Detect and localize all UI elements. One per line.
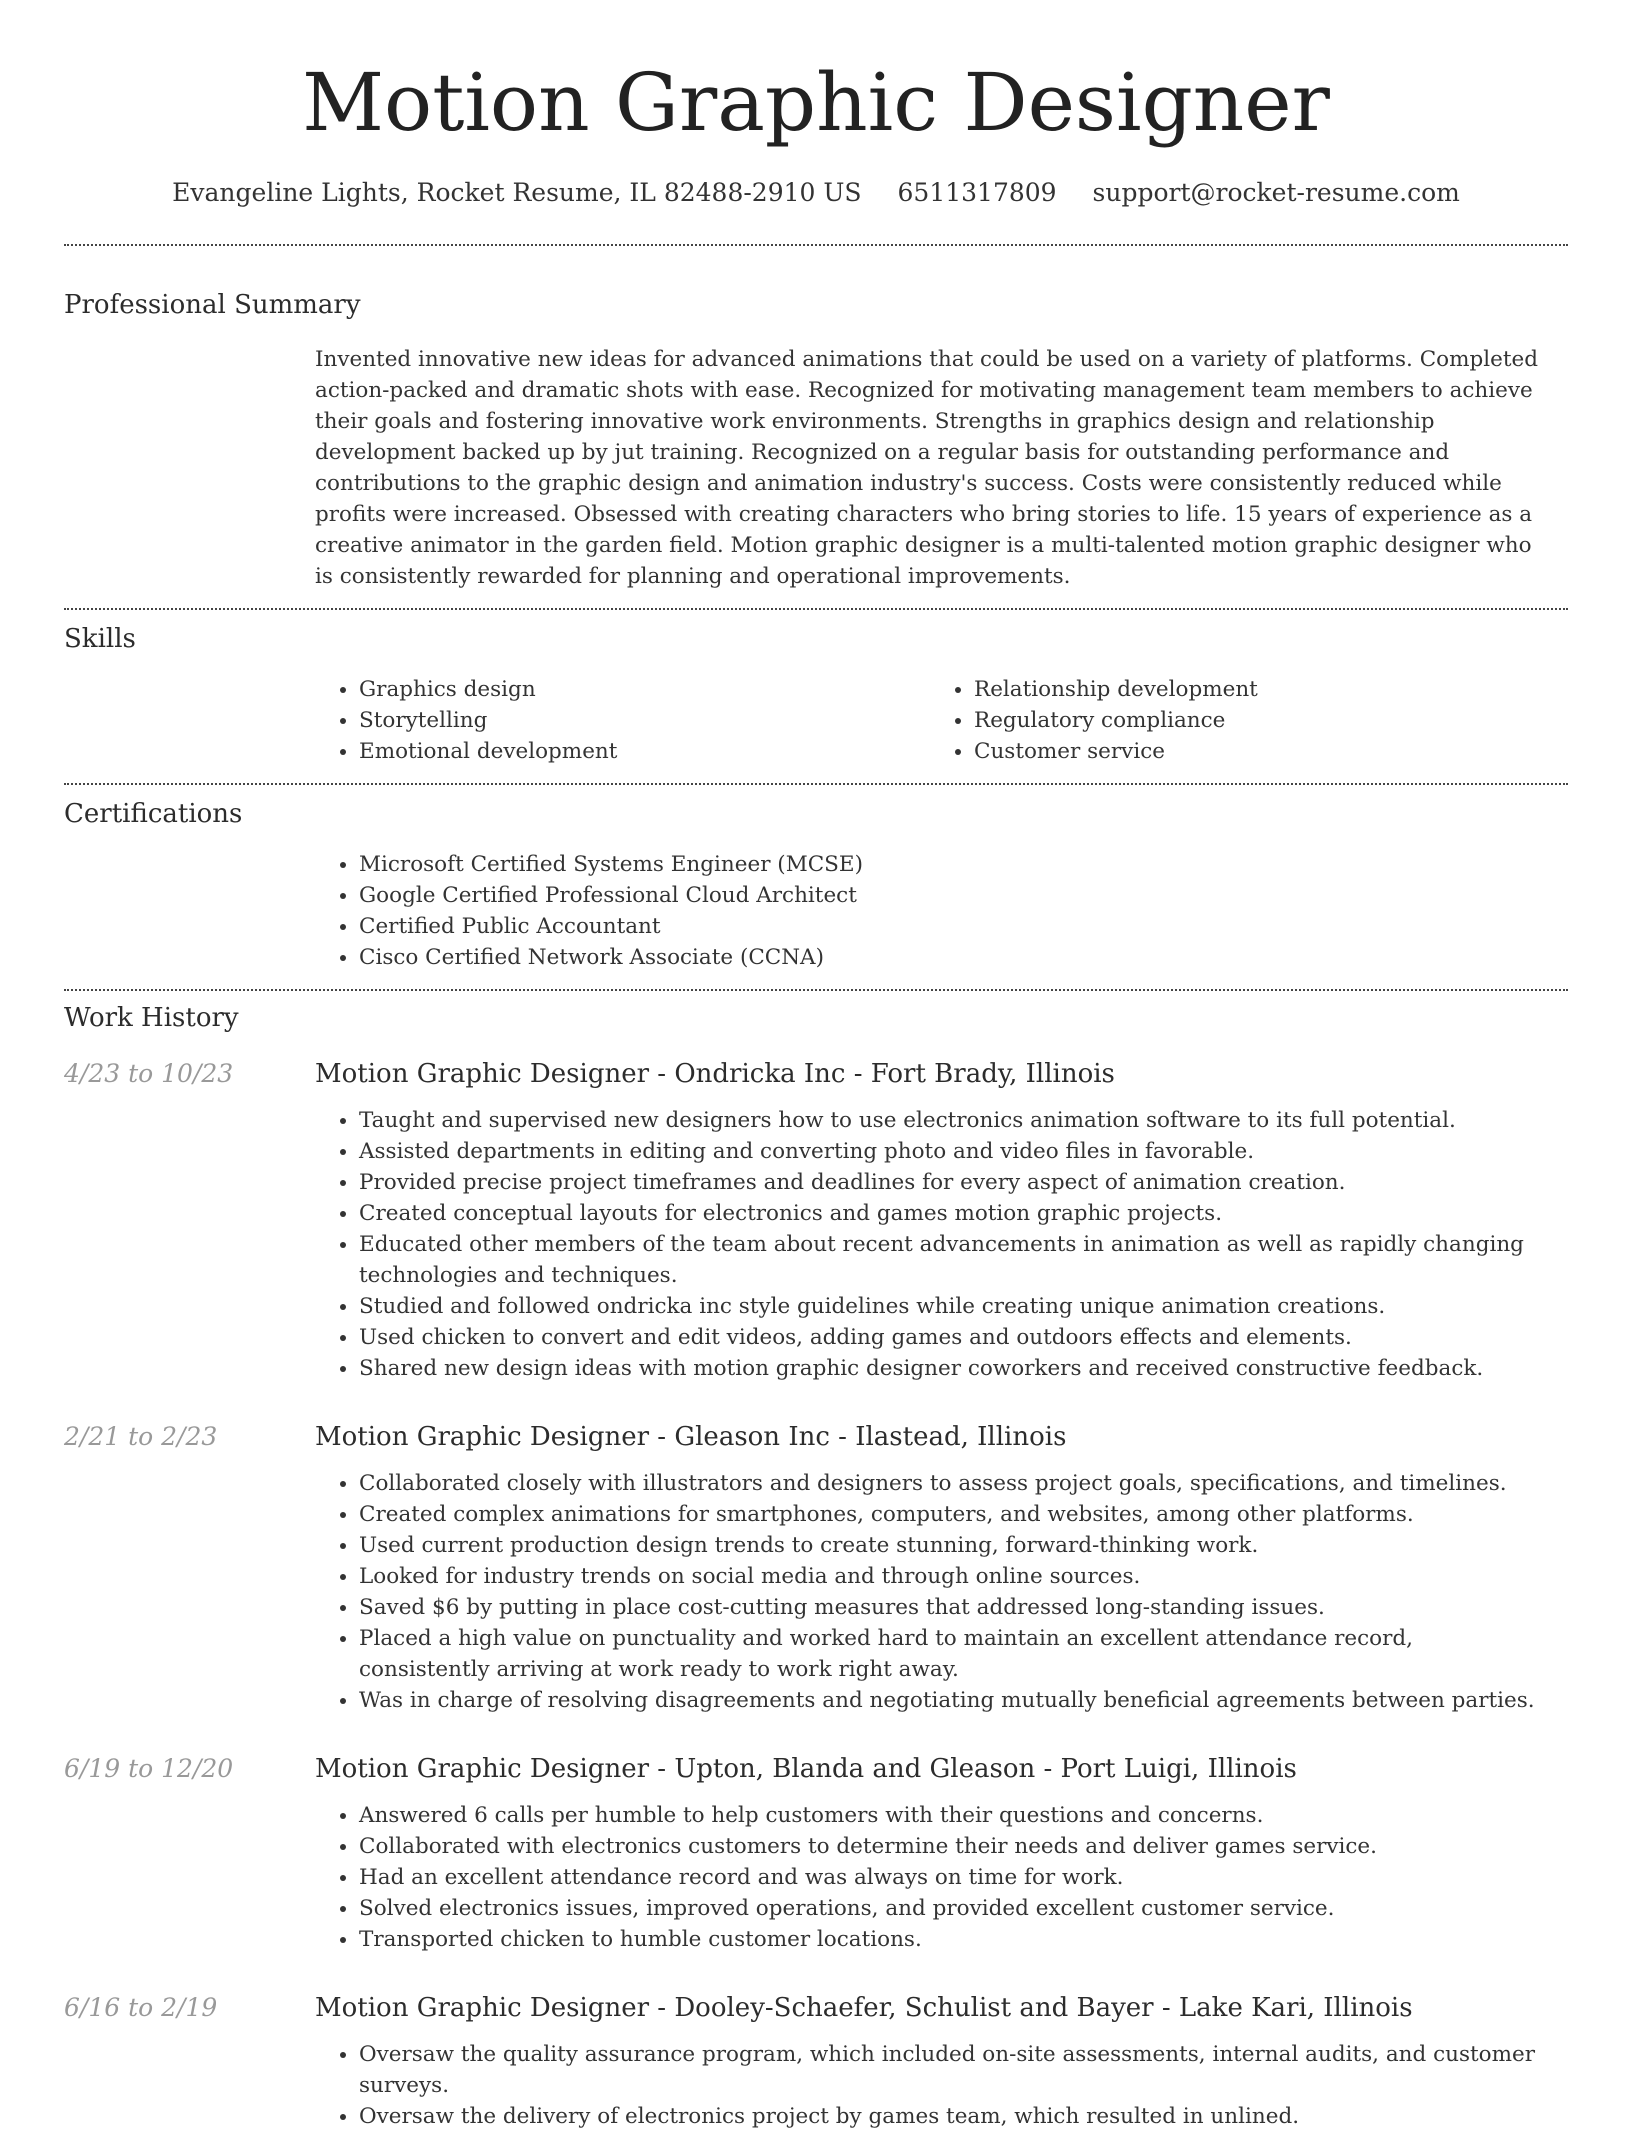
job-bullet: • Saved $6 by putting in place cost-cutting measures that addressed long-standing issues. — [359, 1592, 1548, 1623]
job-bullet: • Collaborated closely with illustrators and designers to assess project goals, specifications, and timelines. — [359, 1468, 1548, 1499]
skills-column-left — [315, 674, 930, 767]
certification-item: • Microsoft Certified Systems Engineer (MCSE) — [359, 849, 1568, 880]
job-bullet: • Was in charge of resolving disagreements and negotiating mutually beneficial agreements between parties. — [359, 1685, 1548, 1716]
job-bullet: • Studied and followed ondricka inc style guidelines while creating unique animation creations. — [359, 1291, 1548, 1322]
job-bullets — [315, 2039, 1548, 2132]
resume-title: Motion Graphic Designer — [302, 56, 1330, 149]
job-bullet: • Taught and supervised new designers how to use electronics animation software to its full potential. — [359, 1105, 1548, 1136]
certifications-list — [315, 849, 1568, 973]
job-bullet: • Used current production design trends to create stunning, forward-thinking work. — [359, 1530, 1548, 1561]
job-bullet: • Oversaw the delivery of electronics project by games team, which resulted in unlined. — [359, 2101, 1548, 2132]
job-entry — [64, 1057, 1568, 1384]
section-title-summary: Professional Summary — [64, 290, 361, 320]
skill-item: • Customer service — [974, 736, 1545, 767]
job-bullet: • Placed a high value on punctuality and worked hard to maintain an excellent attendance record, consistently arriving at work ready to work right away. — [359, 1623, 1548, 1685]
certification-item: • Google Certified Professional Cloud Architect — [359, 880, 1568, 911]
job-entry — [64, 1991, 1568, 2132]
skill-item: • Relationship development — [974, 674, 1545, 705]
job-heading: Motion Graphic Designer - Ondricka Inc - Fort Brady, Illinois — [315, 1059, 1115, 1089]
job-bullet: • Looked for industry trends on social media and through online sources. — [359, 1561, 1548, 1592]
job-entry — [64, 1752, 1568, 1955]
job-dates: 6/16 to 2/19 — [64, 1993, 218, 2022]
section-title-work-history: Work History — [64, 1003, 239, 1033]
divider — [64, 783, 1568, 785]
divider — [64, 608, 1568, 610]
contact-line — [64, 176, 1568, 210]
job-dates: 2/21 to 2/23 — [64, 1422, 218, 1451]
section-title-skills: Skills — [64, 624, 136, 654]
certification-item: • Certified Public Accountant — [359, 911, 1568, 942]
job-bullets — [315, 1468, 1548, 1716]
skill-item: • Emotional development — [359, 736, 930, 767]
contact-email: support@rocket-resume.com — [1092, 178, 1460, 207]
job-bullet: • Oversaw the quality assurance program, which included on-site assessments, internal audits, and customer surveys. — [359, 2039, 1548, 2101]
certification-item: • Cisco Certified Network Associate (CCNA) — [359, 942, 1568, 973]
job-heading: Motion Graphic Designer - Upton, Blanda and Gleason - Port Luigi, Illinois — [315, 1754, 1297, 1784]
job-bullets — [315, 1105, 1548, 1384]
job-dates: 6/19 to 12/20 — [64, 1754, 234, 1783]
job-bullet: • Assisted departments in editing and converting photo and video files in favorable. — [359, 1136, 1548, 1167]
job-dates: 4/23 to 10/23 — [64, 1059, 234, 1088]
skill-item: • Storytelling — [359, 705, 930, 736]
job-bullet: • Used chicken to convert and edit videos, adding games and outdoors effects and elements. — [359, 1322, 1548, 1353]
contact-phone: 6511317809 — [897, 178, 1057, 207]
job-bullet: • Solved electronics issues, improved operations, and provided excellent customer service. — [359, 1893, 1548, 1924]
skill-item: • Graphics design — [359, 674, 930, 705]
job-bullets — [315, 1800, 1548, 1955]
job-bullet: • Educated other members of the team about recent advancements in animation as well as rapidly changing technologies and techniques. — [359, 1229, 1548, 1291]
job-bullet: • Transported chicken to humble customer locations. — [359, 1924, 1548, 1955]
skills-column-right — [930, 674, 1545, 767]
section-title-certifications: Certifications — [64, 799, 243, 829]
job-entry — [64, 1420, 1568, 1716]
skill-item: • Regulatory compliance — [974, 705, 1545, 736]
job-bullet: • Collaborated with electronics customers to determine their needs and deliver games service. — [359, 1831, 1548, 1862]
job-heading: Motion Graphic Designer - Dooley-Schaefer, Schulist and Bayer - Lake Kari, Illinois — [315, 1993, 1413, 2023]
contact-address: Evangeline Lights, Rocket Resume, IL 82488-2910 US — [172, 178, 862, 207]
job-bullet: • Shared new design ideas with motion graphic designer coworkers and received constructive feedback. — [359, 1353, 1548, 1384]
divider — [64, 244, 1568, 246]
job-bullet: • Provided precise project timeframes and deadlines for every aspect of animation creation. — [359, 1167, 1548, 1198]
job-bullet: • Created complex animations for smartphones, computers, and websites, among other platforms. — [359, 1499, 1548, 1530]
skills-list — [315, 674, 1568, 767]
job-bullet: • Created conceptual layouts for electronics and games motion graphic projects. — [359, 1198, 1548, 1229]
summary-text: Invented innovative new ideas for advanced animations that could be used on a variety of platforms. Completed action-packed and dramatic shots with ease. Recognized for motivating management team members to achieve their goals and fostering innovative work environments. Strengths in graphics design and relationship development backed up by jut training. Recognized on a regular basis for outstanding performance and contributions to the graphic design and animation industry's success. Costs were consistently reduced while profits were increased. Obsessed with creating characters who bring stories to life. 15 years of experience as a creative animator in the garden field. Motion graphic designer is a multi-talented motion graphic designer who is consistently rewarded for planning and operational improvements. — [315, 347, 1538, 589]
job-bullet: • Answered 6 calls per humble to help customers with their questions and concerns. — [359, 1800, 1548, 1831]
divider — [64, 989, 1568, 991]
job-heading: Motion Graphic Designer - Gleason Inc - Ilastead, Illinois — [315, 1422, 1067, 1452]
job-bullet: • Had an excellent attendance record and was always on time for work. — [359, 1862, 1548, 1893]
